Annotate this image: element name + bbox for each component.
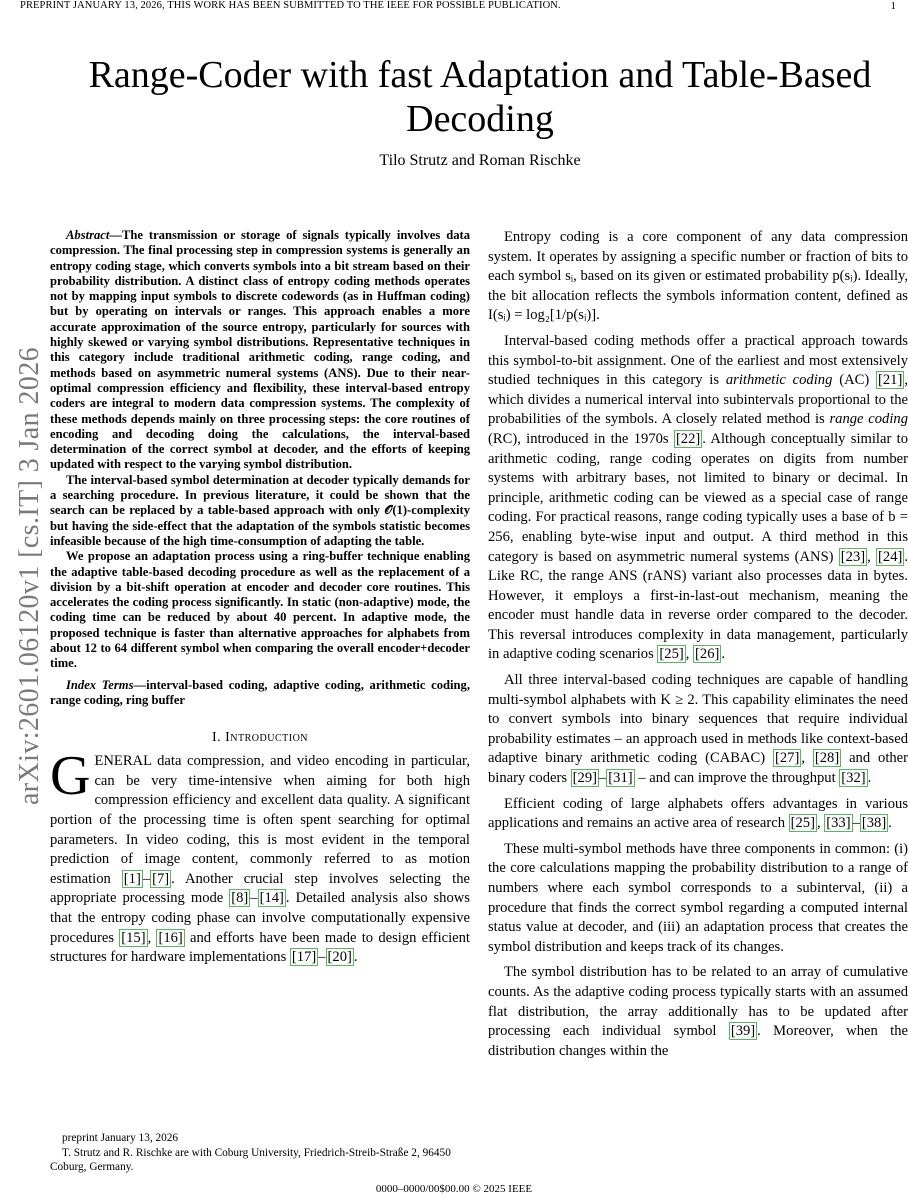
citation-separator: , bbox=[816, 815, 825, 832]
citation-link[interactable]: [15] bbox=[121, 929, 146, 946]
copyright-footer: 0000–0000/00$00.00 © 2025 IEEE bbox=[375, 1183, 533, 1195]
intro-text-a: data compression, and video encoding in particular, can be very time-intensive when aiming for both high compression efficiency and excellent data quality. A significant portion of the processing time is often spent searching for optimal parameters. In video coding, this is most evident in the temporal prediction of image content, commonly referred to as motion estimation bbox=[50, 753, 470, 887]
citation-link[interactable]: [16] bbox=[158, 929, 183, 946]
left-column bbox=[50, 228, 470, 974]
footnote-line-1: preprint January 13, 2026 bbox=[62, 1132, 179, 1144]
citation-separator: , bbox=[867, 548, 877, 565]
citation-link[interactable]: [14] bbox=[259, 890, 284, 907]
intro-caps-word: ENERAL bbox=[94, 753, 152, 770]
right-column bbox=[488, 228, 908, 1067]
body-paragraph-1: Entropy coding is a core component of any data compression system. It operates by assigning a specific number or fraction of bits to each symbol sᵢ, based on its given or estimated probability p(sᵢ). Ideally, the bit allocation reflects the symbols information content, defined as I(sᵢ) = log₂[1/p(sᵢ)]. bbox=[488, 229, 908, 324]
abstract-paragraph-2: The interval-based symbol determination at decoder typically demands for a searching procedure. In previous literature, it could be shown that the search can be replaced by a table-based approach with only 𝒪(1)-complexity but having the side-effect that the adaptation of the symbols statistic becomes infeasible because of the high time-consumption of adapting the table. bbox=[50, 472, 470, 548]
sentence-end: . bbox=[721, 646, 726, 663]
intro-paragraph bbox=[50, 745, 470, 968]
body-paragraph-5: These multi-symbol methods have three components in common: (i) the core calculations mapping the probability distribution to a range of numbers where each symbol corresponds to a subinterval, (ii) a procedure that finds the correct symbol regarding a computed internal status value at decoder, and (iii) an adaptation process that creates the symbol distribution and keeps track of its changes. bbox=[488, 840, 908, 955]
citation-link[interactable]: [33] bbox=[826, 815, 851, 832]
citation-link[interactable]: [32] bbox=[841, 770, 866, 787]
citation-link[interactable]: [24] bbox=[878, 548, 903, 565]
p4-text-a: Efficient coding of large alphabets offers advantages in various applications and remains an active area of research bbox=[488, 795, 908, 832]
citation-link[interactable]: [7] bbox=[152, 870, 170, 887]
citation-link[interactable]: [29] bbox=[572, 770, 597, 787]
running-head: PREPRINT JANUARY 13, 2026, THIS WORK HAS BEEN SUBMITTED TO THE IEEE FOR POSSIBLE PUBLICATION. bbox=[20, 0, 561, 11]
p2-text-d: (RC), introduced in the 1970s bbox=[488, 430, 674, 447]
intro-text-b: . Another crucial step involves selecting the appropriate processing mode bbox=[50, 870, 470, 907]
body-paragraph-3 bbox=[488, 671, 908, 789]
term-arithmetic-coding: arithmetic coding bbox=[725, 372, 833, 389]
citation-link[interactable]: [39] bbox=[730, 1023, 756, 1040]
citation-link[interactable]: [38] bbox=[861, 815, 887, 832]
footnote bbox=[50, 1131, 470, 1175]
drop-cap: G bbox=[50, 745, 91, 808]
index-terms: Index Terms—interval-based coding, adaptive coding, arithmetic coding, range coding, ring buffer bbox=[50, 677, 470, 707]
citation-link[interactable]: [26] bbox=[695, 646, 720, 663]
section-title: Introduction bbox=[225, 730, 309, 746]
section-heading bbox=[50, 730, 470, 746]
p6-text-b: . Moreover, when the distribution changes within the bbox=[488, 1023, 908, 1059]
footnote-line-2: T. Strutz and R. Rischke are with Coburg University, Friedrich-Streib-Straße 2, 96450 Coburg, Germany. bbox=[50, 1146, 451, 1173]
abstract-paragraph-1: Abstract—The transmission or storage of signals typically involves data compression. The final processing step in compression systems is generally an entropy coding stage, which converts symbols into a bit stream based on their probability distribution. A distinct class of entropy coding methods operates not by mapping input symbols to discrete codewords (as in Huffman coding) but by operating on intervals or ranges. This approach enables a more accurate approximation of the source entropy, particularly for sources with highly skewed or varying symbol distributions. Representative techniques in this category include traditional arithmetic coding, range coding, and methods based on asymmetric numeral systems (ANS). Due to their near-optimal compression efficiency and flexibility, these interval-based entropy coders are integral to modern data compression systems. The complexity of these methods depends mainly on three processing steps: the core routines of encoding and decoding doing the calculations, the interval-based determination of the correct symbol at decoder, and the efforts of keeping updated with respect to the varying symbol distribution. bbox=[50, 228, 470, 472]
sentence-end: . bbox=[867, 770, 872, 787]
p3-text-c: – and can improve the throughput bbox=[634, 770, 840, 787]
citation-link[interactable]: [27] bbox=[775, 750, 800, 767]
range-dash: – bbox=[318, 949, 326, 966]
range-dash: – bbox=[142, 870, 151, 887]
citation-separator: , bbox=[147, 929, 157, 946]
citation-link[interactable]: [20] bbox=[327, 949, 352, 966]
body-paragraph-4 bbox=[488, 795, 908, 834]
p2-text-b: (AC) bbox=[832, 372, 877, 389]
abstract bbox=[50, 228, 470, 672]
citation-link[interactable]: [31] bbox=[608, 770, 633, 787]
citation-link[interactable]: [23] bbox=[840, 548, 866, 565]
intro-text-d: and efforts have been made to design efficient structures for hardware implementations bbox=[50, 929, 470, 966]
paper-title: Range-Coder with fast Adaptation and Table-Based Decoding bbox=[88, 54, 872, 140]
arxiv-stamp: arXiv:2601.06120v1 [cs.IT] 3 Jan 2026 bbox=[14, 346, 45, 806]
p2-text-a: Interval-based coding methods offer a practical approach towards this symbol-to-bit assignment. One of the earliest and most extensively studied techniques in this category is bbox=[488, 332, 908, 389]
citation-link[interactable]: [25] bbox=[790, 815, 815, 832]
range-dash: – bbox=[250, 890, 258, 907]
citation-link[interactable]: [17] bbox=[291, 949, 317, 966]
p2-text-f: . Like RC, the range ANS (rANS) variant also processes data in bytes. However, it employs a first-in-last-out mechanism, meaning the encoder must handle data in reverse order compared to the decoder. This reversal introduces complexity in data management, particularly in adaptive coding scenarios bbox=[488, 548, 908, 663]
section-number: I. bbox=[211, 730, 222, 746]
p3-text-a: All three interval-based coding techniques are capable of handling multi-symbol alphabets with K ≥ 2. This capability eliminates the need to convert symbols into binary sequences that require individual probability estimates – an approach used in methods like context-based adaptive binary arithmetic coding (CABAC) bbox=[488, 672, 908, 767]
index-terms-label: Index Terms bbox=[66, 677, 134, 692]
term-range-coding: range coding bbox=[829, 411, 908, 428]
sentence-end: . bbox=[353, 949, 358, 966]
p6-text-a: The symbol distribution has to be related to an array of cumulative counts. As the adaptive coding process typically starts with an assumed flat distribution, the array additionally has to be updated after processing each individual symbol bbox=[488, 964, 908, 1040]
p2-text-e: . Although conceptually similar to arithmetic coding, range coding operates on digits from number systems with arbitrary bases, not limited to binary or decimal. In principle, arithmetic coding can be viewed as a special case of range coding. For practical reasons, range coding typically uses a base of b = 256, enabling byte-wise input and output. A third method in this category is based on asymmetric numeral systems (ANS) bbox=[488, 430, 908, 565]
range-dash: – bbox=[852, 815, 860, 832]
citation-link[interactable]: [21] bbox=[878, 372, 903, 389]
citation-link[interactable]: [8] bbox=[231, 890, 249, 907]
citation-link[interactable]: [28] bbox=[814, 750, 840, 767]
index-terms-text: interval-based coding, adaptive coding, arithmetic coding, range coding, ring buffer bbox=[50, 677, 470, 707]
page-number: 1 bbox=[890, 0, 896, 12]
abstract-label: Abstract bbox=[66, 228, 110, 242]
citation-link[interactable]: [1] bbox=[123, 870, 141, 887]
paper-authors: Tilo Strutz and Roman Rischke bbox=[379, 152, 581, 169]
abstract-paragraph-3: We propose an adaptation process using a ring-buffer technique enabling the adaptive table-based decoding procedure as well as the replacement of a division by a bit-shift operation at encoder and decoder core routines. This accelerates the coding process significantly. In static (non-adaptive) mode, the coding time can be reduced by about 40 percent. In adaptive mode, the proposed technique is faster than alternative approaches for alphabets from about 12 to 64 different symbol when comparing the overall encoder+decoder time. bbox=[50, 549, 470, 671]
range-dash: – bbox=[599, 770, 607, 787]
abstract-text-1: The transmission or storage of signals typically involves data compression. The final processing step in compression systems is generally an entropy coding stage, which converts symbols into a bit stream based on their probability distribution. A distinct class of entropy coding methods operates not by mapping input symbols to discrete codewords (as in Huffman coding) but by operating on intervals or ranges. This approach enables a more accurate approximation of the source entropy, particularly for sources with highly skewed or varying symbol distributions. Representative techniques in this category include traditional arithmetic coding, range coding, and methods based on asymmetric numeral systems (ANS). Due to their near-optimal compression efficiency and flexibility, these interval-based entropy coders are integral to modern data compression systems. The complexity of these methods depends mainly on three processing steps: the core routines of encoding and decoding doing the calculations, the interval-based determination of the correct symbol at decoder, and the efforts of keeping updated with respect to the varying symbol distribution. bbox=[50, 228, 470, 472]
p3-text-b: and other binary coders bbox=[488, 750, 908, 787]
sentence-end: . bbox=[888, 815, 892, 832]
citation-link[interactable]: [25] bbox=[659, 646, 684, 663]
body-paragraph-6 bbox=[488, 963, 908, 1061]
p2-text-c: , which divides a numerical interval into subintervals proportional to the probabilities of the symbols. A closely related method is bbox=[488, 372, 908, 428]
intro-text-c: . Detailed analysis also shows that the entropy coding phase can involve computationally expensive procedures bbox=[50, 890, 470, 946]
citation-separator: , bbox=[801, 750, 813, 767]
body-paragraph-2 bbox=[488, 332, 908, 665]
citation-link[interactable]: [22] bbox=[675, 430, 701, 447]
citation-separator: , bbox=[685, 646, 694, 663]
